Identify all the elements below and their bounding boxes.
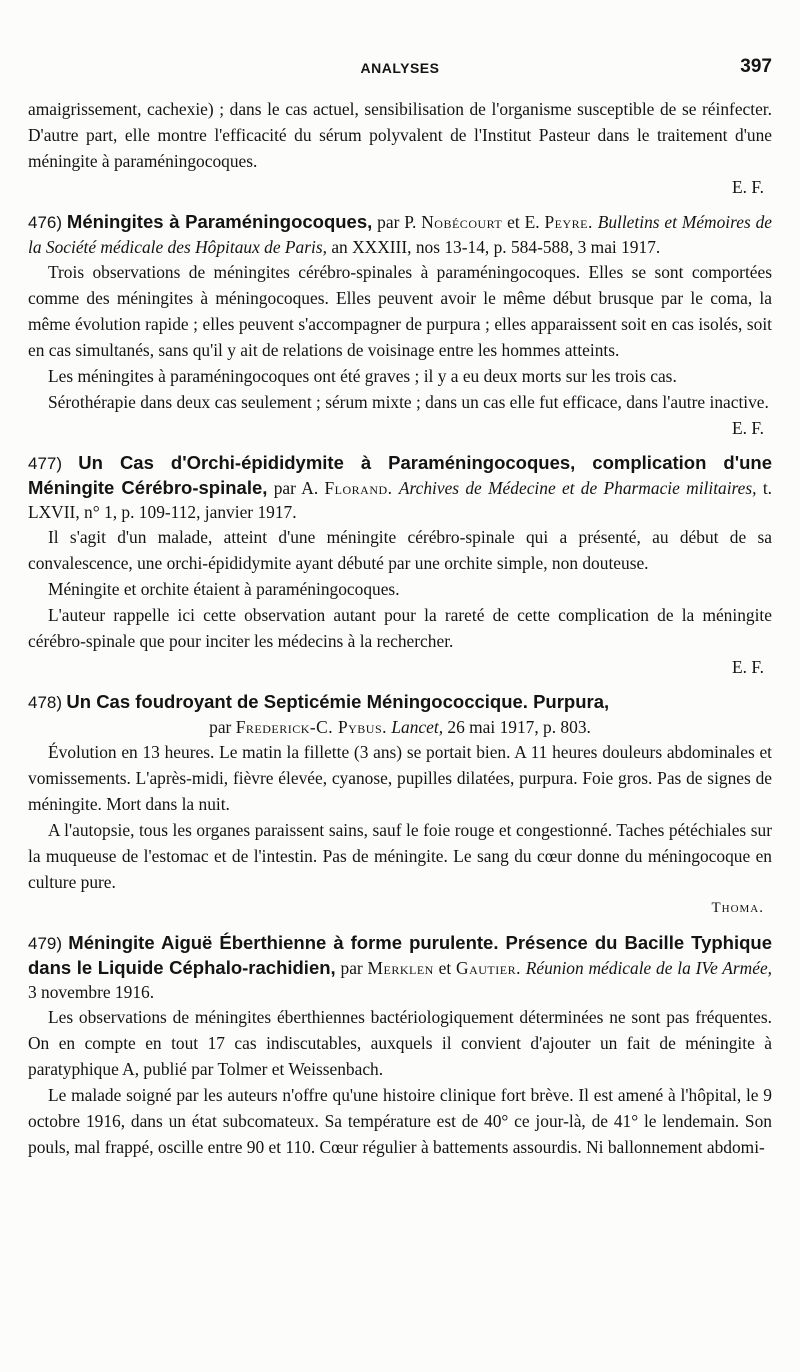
entry-heading (28, 451, 772, 524)
byline-mid: et E. (507, 212, 540, 232)
entry-476 (28, 210, 772, 441)
byline-prefix: par A. (273, 478, 319, 498)
citation: an XXXIII, nos 13-14, p. 584-588, 3 mai 1917. (331, 237, 661, 257)
signature: E. F. (732, 418, 764, 438)
intro-signature: E. F. (732, 177, 764, 197)
page (28, 52, 772, 1160)
entry-byline (28, 715, 772, 739)
running-title: ANALYSES (360, 60, 440, 76)
entry-heading (28, 210, 772, 259)
paragraph: Trois observations de méningites cérébro-spinales à paraméningocoques. Elles se sont comportées comme des méningites à méningocoques. Elles peuvent avoir le même début brusque par le coma, la même évolution rapide ; elles peuvent s'accompagner de purpura ; elles apparaissent soit en cas isolés, soit en cas simultanés, sans qu'il y ait de relations de voisinage entre les hommes atteints. (28, 262, 772, 360)
journal-title: Bulletins et Mémoires de la Société médicale des Hôpitaux de Paris, (28, 212, 773, 257)
citation: t. LXVII, n° 1, p. 109-112, janvier 1917. (28, 478, 773, 522)
paragraph: Sérothérapie dans deux cas seulement ; sérum mixte ; dans un cas elle fut efficace, dans l'autre inactive. (48, 392, 769, 412)
entry-number: 478) (28, 693, 63, 712)
entry-477 (28, 451, 772, 680)
paragraph: Les observations de méningites éberthiennes bactériologiquement déterminées ne sont pas fréquentes. On en compte en tout 17 cas indiscutables, auxquels il convient d'ajouter un fait de méningite à paratyphique A, publié par Tolmer et Weissenbach. (28, 1007, 772, 1079)
byline-prefix: par (209, 717, 232, 737)
byline-mid: et (438, 958, 452, 978)
author-name: Nobécourt (421, 212, 503, 232)
author-name: Peyre. (544, 212, 593, 232)
entry-478 (28, 690, 772, 921)
intro-paragraph: amaigrissement, cachexie) ; dans le cas actuel, sensibilisation de l'organisme susceptible de se réinfecter. D'autre part, elle montre l'efficacité du sérum polyvalent de l'Institut Pasteur dans le traitement d'une méningite à paraméningocoques. (28, 99, 772, 171)
paragraph: Méningite et orchite étaient à paraméningocoques. (48, 579, 400, 599)
entry-heading (28, 690, 772, 715)
entry-title: Un Cas d'Orchi-épididymite à Paraméningocoques, complication d'une Méningite Cérébro-spinale, (28, 452, 772, 498)
entry-heading (28, 931, 772, 1004)
entry-number: 476) (28, 213, 63, 232)
paragraph: A l'autopsie, tous les organes paraissent sains, sauf le foie rouge et congestionné. Taches pétéchiales sur la muqueuse de l'estomac et de l'intestin. Pas de méningite. Le sang du cœur donne du méningocoque en culture pure. (28, 820, 772, 892)
entry-number: 479) (28, 934, 63, 953)
byline-prefix: par (340, 958, 363, 978)
signature: Thoma. (711, 900, 764, 916)
paragraph: Évolution en 13 heures. Le matin la fillette (3 ans) se portait bien. A 11 heures douleurs abdominales et vomissements. L'après-midi, fièvre élevée, cyanose, pupilles dilatées, purpura. Foie gros. Pas de signes de méningite. Mort dans la nuit. (28, 742, 772, 814)
paragraph: Il s'agit d'un malade, atteint d'une méningite cérébro-spinale qui a présenté, au début de sa convalescence, une orchi-épididymite ayant débuté par une orchite simple, non douteuse. (28, 527, 772, 573)
citation: 3 novembre 1916. (28, 982, 155, 1002)
author-name: Florand. (324, 478, 393, 498)
entry-title: Un Cas foudroyant de Septicémie Méningococcique. Purpura, (66, 691, 610, 712)
signature: E. F. (732, 657, 764, 677)
journal-title: Lancet, (391, 717, 444, 737)
paragraph: Le malade soigné par les auteurs n'offre qu'une histoire clinique fort brève. Il est amené à l'hôpital, le 9 octobre 1916, dans un état subcomateux. Sa température est de 40° ce jour-là, de 41° le lendemain. Son pouls, mal frappé, oscille entre 90 et 110. Cœur régulier à battements assourdis. Ni ballonnement abdomi- (28, 1085, 772, 1157)
entry-title: Méningite Aiguë Éberthienne à forme purulente. Présence du Bacille Typhique dans le Liquide Céphalo-rachidien, (28, 932, 772, 978)
journal-title: Réunion médicale de la IVe Armée, (525, 958, 773, 978)
entry-number: 477) (28, 454, 63, 473)
citation: 26 mai 1917, p. 803. (447, 717, 591, 737)
page-number: 397 (740, 56, 772, 77)
author-name: Frederick-C. Pybus. (235, 717, 387, 737)
entry-479 (28, 931, 772, 1160)
journal-title: Archives de Médecine et de Pharmacie militaires, (398, 478, 757, 498)
running-head (28, 52, 772, 88)
paragraph: Les méningites à paraméningocoques ont été graves ; il y a eu deux morts sur les trois cas. (48, 366, 677, 386)
paragraph: L'auteur rappelle ici cette observation autant pour la rareté de cette complication de la méningite cérébro-spinale que pour inciter les médecins à la rechercher. (28, 605, 772, 651)
author-name: Merklen (367, 958, 434, 978)
author-name: Gautier. (456, 958, 521, 978)
entry-title: Méningites à Paraméningocoques, (66, 211, 373, 232)
byline-prefix: par P. (377, 212, 417, 232)
